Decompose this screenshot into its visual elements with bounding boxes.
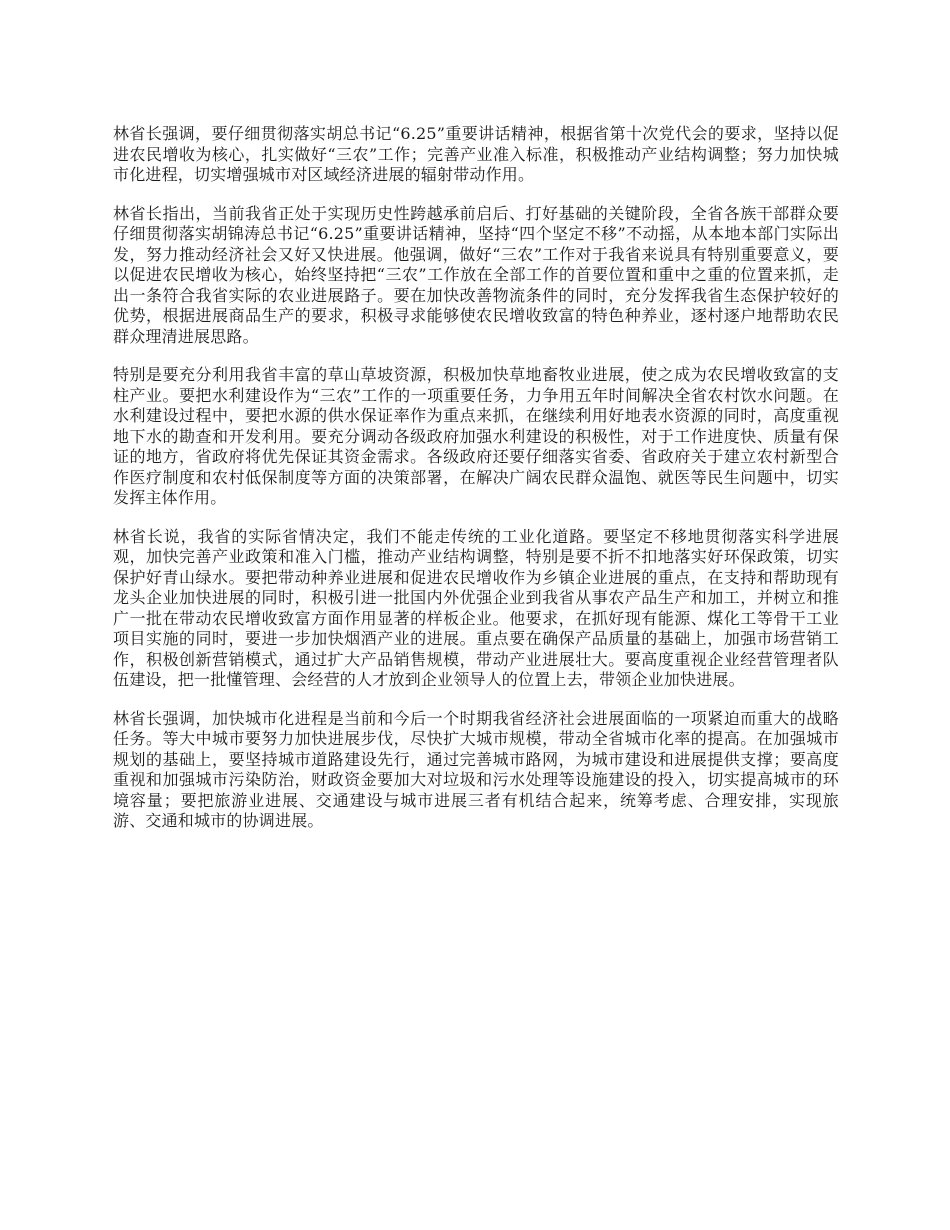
- paragraph-1: 林省长强调，要仔细贯彻落实胡总书记“6.25”重要讲话精神，根据省第十次党代会的要求，坚持以促进农民增收为核心，扎实做好“三农”工作；完善产业准入标准，积极推动产业结构调整；努力加快城市化进程，切实增强城市对区域经济进展的辐射带动作用。: [113, 124, 839, 184]
- paragraph-3: 特别是要充分利用我省丰富的草山草坡资源，积极加快草地畜牧业进展，使之成为农民增收致富的支柱产业。要把水利建设作为“三农”工作的一项重要任务，力争用五年时间解决全省农村饮水问题。在水利建设过程中，要把水源的供水保证率作为重点来抓，在继续利用好地表水资源的同时，高度重视地下水的勘查和开发利用。要充分调动各级政府加强水利建设的积极性，对于工作进度快、质量有保证的地方，省政府将优先保证其资金需求。各级政府还要仔细落实省委、省政府关于建立农村新型合作医疗制度和农村低保制度等方面的决策部署，在解决广阔农民群众温饱、就医等民生问题中，切实发挥主体作用。: [113, 365, 839, 507]
- paragraph-2: 林省长指出，当前我省正处于实现历史性跨越承前启后、打好基础的关键阶段，全省各族干部群众要仔细贯彻落实胡锦涛总书记“6.25”重要讲话精神，坚持“四个坚定不移”不动摇，从本地本部门实际出发，努力推动经济社会又好又快进展。他强调，做好“三农”工作对于我省来说具有特别重要意义，要以促进农民增收为核心，始终坚持把“三农”工作放在全部工作的首要位置和重中之重的位置来抓，走出一条符合我省实际的农业进展路子。要在加快改善物流条件的同时，充分发挥我省生态保护较好的优势，根据进展商品生产的要求，积极寻求能够使农民增收致富的特色种养业，逐村逐户地帮助农民群众理清进展思路。: [113, 203, 839, 346]
- paragraph-5: 林省长强调，加快城市化进程是当前和今后一个时期我省经济社会进展面临的一项紧迫而重大的战略任务。等大中城市要努力加快进展步伐，尽快扩大城市规模，带动全省城市化率的提高。在加强城市规划的基础上，要坚持城市道路建设先行，通过完善城市路网，为城市建设和进展提供支撑；要高度重视和加强城市污染防治，财政资金要加大对垃圾和污水处理等设施建设的投入，切实提高城市的环境容量；要把旅游业进展、交通建设与城市进展三者有机结合起来，统筹考虑、合理安排，实现旅游、交通和城市的协调进展。: [113, 708, 839, 830]
- paragraph-4: 林省长说，我省的实际省情决定，我们不能走传统的工业化道路。要坚定不移地贯彻落实科学进展观，加快完善产业政策和准入门槛，推动产业结构调整，特别是要不折不扣地落实好环保政策，切实保护好青山绿水。要把带动种养业进展和促进农民增收作为乡镇企业进展的重点，在支持和帮助现有龙头企业加快进展的同时，积极引进一批国内外优强企业到我省从事农产品生产和加工，并树立和推广一批在带动农民增收致富方面作用显著的样板企业。他要求，在抓好现有能源、煤化工等骨干工业项目实施的同时，要进一步加快烟酒产业的进展。重点要在确保产品质量的基础上，加强市场营销工作，积极创新营销模式，通过扩大产品销售规模，带动产业进展壮大。要高度重视企业经营管理者队伍建设，把一批懂管理、会经营的人才放到企业领导人的位置上去，带领企业加快进展。: [113, 526, 839, 689]
- document-page: [113, 124, 839, 850]
